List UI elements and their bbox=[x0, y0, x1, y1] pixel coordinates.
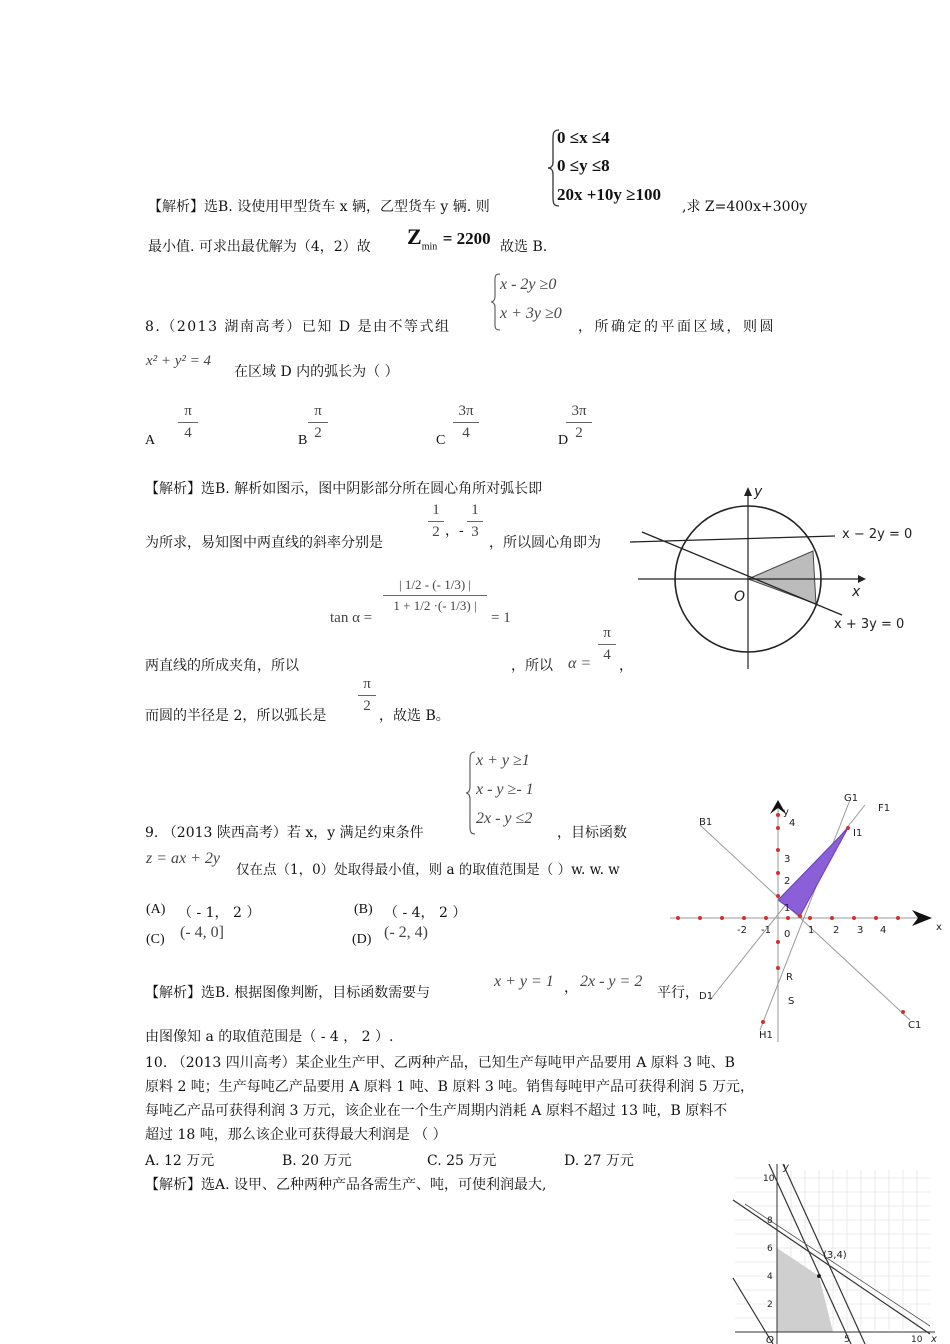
q8-option-c-value: 3π 4 bbox=[453, 403, 479, 442]
q10-y-tick-10: 10 bbox=[763, 1174, 775, 1184]
q9-point-d1: D1 bbox=[699, 991, 714, 1002]
q10-y-tick-4: 4 bbox=[767, 1272, 773, 1282]
q8-x-axis-arrow bbox=[858, 575, 866, 583]
q8-arc-value: π 2 bbox=[358, 676, 376, 715]
q8-line-2-label: x + 3y = 0 bbox=[834, 617, 905, 632]
q8-line-1 bbox=[630, 536, 835, 542]
q8-alpha-value: π 4 bbox=[598, 625, 616, 664]
q8-y-label: y bbox=[754, 484, 763, 500]
q9-analysis-2: 由图像知 a 的取值范围是（ - 4 ， 2 ）. bbox=[145, 1029, 394, 1045]
q8-analysis-3: 两直线的所成夹角，所以 bbox=[145, 658, 299, 674]
q9-line-b1-c1 bbox=[700, 825, 910, 1020]
q9-y-tick-2: 2 bbox=[784, 876, 791, 887]
q9-point-i1: I1 bbox=[853, 828, 863, 839]
q10-analysis-1: 【解析】选A. 设甲、乙种两种产品各需生产、吨，可使利润最大, bbox=[145, 1177, 547, 1193]
q9-analysis-1: 【解析】选B. 根据图像判断，目标函数需要与 bbox=[145, 985, 431, 1001]
q9-option-b-text: （ - 4， 2 ） bbox=[384, 905, 467, 921]
q7-analysis-line2: 最小值. 可求出最优解为（4，2）故 bbox=[148, 239, 371, 255]
q8-shaded-sector bbox=[748, 551, 816, 604]
q8-analysis-2: 为所求，易知图中两直线的斜率分别是 bbox=[145, 535, 383, 551]
q10-y-tick-2: 2 bbox=[767, 1300, 773, 1310]
q9-x-tick-neg2: -2 bbox=[737, 925, 747, 936]
q10-line-5 bbox=[745, 1204, 930, 1326]
q9-y-tick-3: 3 bbox=[784, 854, 791, 865]
q8-origin-label: O bbox=[734, 589, 746, 605]
q9-x-label: x bbox=[936, 922, 942, 933]
q10-x-label: x bbox=[931, 1334, 937, 1344]
q9-ineq-1: x + y ≥1 bbox=[476, 752, 530, 769]
q8-figure bbox=[630, 484, 920, 674]
q9-option-a-text: （ - 1， 2 ） bbox=[178, 905, 261, 921]
q8-tan-eq: = 1 bbox=[491, 610, 511, 626]
q10-option-a: A. 12 万元 bbox=[145, 1153, 215, 1169]
q7-ineq-1: 0 ≤x ≤4 bbox=[557, 128, 610, 147]
q10-stem-2: 原料 2 吨；生产每吨乙产品要用 A 原料 1 吨、B 原料 3 吨。销售每吨甲产品可获得利润 5 万元， bbox=[145, 1079, 754, 1095]
q8-option-d-value: 3π 2 bbox=[566, 403, 592, 442]
q8-option-d-label: D bbox=[558, 433, 569, 448]
q10-optimal-point bbox=[817, 1274, 821, 1278]
q9-objective: z = ax + 2y bbox=[146, 850, 221, 867]
q10-option-d: D. 27 万元 bbox=[564, 1153, 634, 1169]
q7-ineq-2: 0 ≤y ≤8 bbox=[557, 156, 610, 175]
q8-analysis-4-tail: ，故选 B。 bbox=[379, 708, 450, 724]
q9-line-g1-h1 bbox=[760, 800, 850, 1030]
q8-option-b-label: B bbox=[298, 433, 308, 448]
q9-eq-sep: ， bbox=[564, 980, 578, 996]
q9-point-s: S bbox=[788, 996, 795, 1007]
q9-point-f1: F1 bbox=[878, 803, 891, 814]
q9-stem-c: 仅在点（1，0）处取得最小值，则 a 的取值范围是（ ）w. w. w bbox=[236, 862, 620, 878]
q9-x-tick-1: 1 bbox=[808, 925, 815, 936]
q8-slope-2: 1 3 bbox=[467, 502, 483, 541]
q9-x-tick-3: 3 bbox=[857, 925, 864, 936]
q10-y-tick-6: 6 bbox=[767, 1244, 773, 1254]
q8-analysis-2-tail: ，所以圆心角即为 bbox=[489, 535, 601, 551]
q7-analysis-line2-tail: 故选 B. bbox=[500, 239, 548, 255]
q10-stem-1: 10. （2013 四川高考）某企业生产甲、乙两种产品，已知生产每吨甲产品要用 A 原料 3 吨、B bbox=[145, 1055, 735, 1071]
q7-zmin: $Z_{min} = 2200$ bbox=[407, 224, 491, 253]
q8-option-c-label: C bbox=[436, 433, 446, 448]
q7-analysis-line1: 【解析】选B. 设使用甲型货车 x 辆，乙型货车 y 辆. 则 bbox=[148, 199, 490, 215]
q8-tan-label: tan α = bbox=[330, 610, 373, 626]
q9-y-tick-4: 4 bbox=[789, 818, 796, 829]
q10-x-tick-5: 5 bbox=[844, 1335, 850, 1344]
q8-analysis-1: 【解析】选B. 解析如图示，图中阴影部分所在圆心角所对弧长即 bbox=[145, 481, 543, 497]
q9-point-h1: H1 bbox=[759, 1030, 773, 1041]
q9-eq-2: 2x - y = 2 bbox=[580, 973, 643, 990]
q10-origin-label: O bbox=[766, 1335, 774, 1344]
q9-option-c-text: (- 4, 0] bbox=[180, 924, 224, 941]
q10-option-c: C. 25 万元 bbox=[427, 1153, 497, 1169]
q9-point-c1: C1 bbox=[908, 1020, 922, 1031]
q10-figure bbox=[725, 1160, 940, 1344]
q8-ineq-1: x - 2y ≥0 bbox=[500, 276, 557, 293]
q9-option-b-label: (B) bbox=[354, 902, 373, 917]
q10-stem-3: 每吨乙产品可获得利润 3 万元，该企业在一个生产周期内消耗 A 原料不超过 13 吨，B 原料不 bbox=[145, 1103, 728, 1119]
q9-eq-1: x + y = 1 bbox=[494, 973, 554, 990]
q10-x-tick-10: 10 bbox=[911, 1335, 923, 1344]
q9-option-d-label: (D) bbox=[352, 932, 372, 947]
q9-x-tick-4: 4 bbox=[880, 925, 887, 936]
q10-y-label: y bbox=[783, 1162, 789, 1173]
q10-option-b: B. 20 万元 bbox=[282, 1153, 352, 1169]
q9-point-r: R bbox=[786, 972, 793, 983]
q9-option-d-text: (- 2, 4) bbox=[384, 924, 428, 941]
q8-slope-1: 1 2 bbox=[428, 502, 444, 541]
q9-figure bbox=[670, 790, 946, 1045]
q9-point-b1: B1 bbox=[699, 817, 713, 828]
q9-stem-b: ，目标函数 bbox=[557, 825, 627, 841]
q8-analysis-3-tail: ， bbox=[619, 658, 633, 674]
q8-option-a-label: A bbox=[145, 433, 156, 448]
q10-point-label: (3,4) bbox=[823, 1250, 847, 1261]
q9-ineq-2: x - y ≥- 1 bbox=[476, 781, 534, 798]
q8-option-b-value: π 2 bbox=[308, 403, 328, 442]
q9-x-tick-2: 2 bbox=[833, 925, 840, 936]
q9-point-g1: G1 bbox=[844, 793, 859, 804]
q9-y-tick-1: 1 bbox=[784, 903, 791, 914]
q10-y-tick-8: 8 bbox=[767, 1216, 773, 1226]
q9-option-a-label: (A) bbox=[146, 902, 166, 917]
q7-ineq-3: 20x +10y ≥100 bbox=[557, 185, 662, 204]
q8-tan-fraction: | 1/2 - (- 1/3) | 1 + 1/2 ·(- 1/3) | bbox=[383, 577, 487, 614]
q7-analysis-line1-tail: ,求 Z=400x+300y bbox=[682, 199, 808, 215]
q8-stem-a: 8.（2013 湖南高考）已知 D 是由不等式组 bbox=[145, 319, 451, 335]
q8-stem-b: ，所确定的平面区域，则圆 bbox=[578, 319, 776, 335]
q9-analysis-1-tail: 平行， bbox=[657, 985, 699, 1001]
q8-y-axis-arrow bbox=[744, 487, 752, 496]
q8-stem-c: 在区域 D 内的弧长为（ ） bbox=[234, 364, 399, 380]
q9-y-label: y bbox=[783, 807, 789, 818]
q8-analysis-4: 而圆的半径是 2，所以弧长是 bbox=[145, 708, 327, 724]
q9-option-c-label: (C) bbox=[146, 932, 165, 947]
q8-slope-sep: ，- bbox=[445, 523, 464, 539]
q9-stem-a: 9. （2013 陕西高考）若 x，y 满足约束条件 bbox=[145, 825, 424, 841]
q8-analysis-3-mid: ，所以 bbox=[511, 658, 553, 674]
q8-option-a-value: π 4 bbox=[178, 403, 198, 442]
q8-alpha: α = bbox=[568, 655, 592, 672]
q8-circle-eq: x² + y² = 4 bbox=[146, 353, 212, 369]
q10-stem-4: 超过 18 吨，那么该企业可获得最大利润是 （ ） bbox=[145, 1127, 447, 1143]
q9-ineq-3: 2x - y ≤2 bbox=[476, 810, 533, 827]
q8-ineq-2: x + 3y ≥0 bbox=[500, 305, 562, 322]
q8-line-1-label: x − 2y = 0 bbox=[842, 527, 913, 542]
q9-x-tick-neg1: -1 bbox=[761, 925, 771, 936]
q9-x-tick-0: 0 bbox=[784, 929, 791, 940]
q8-x-label: x bbox=[852, 584, 861, 600]
